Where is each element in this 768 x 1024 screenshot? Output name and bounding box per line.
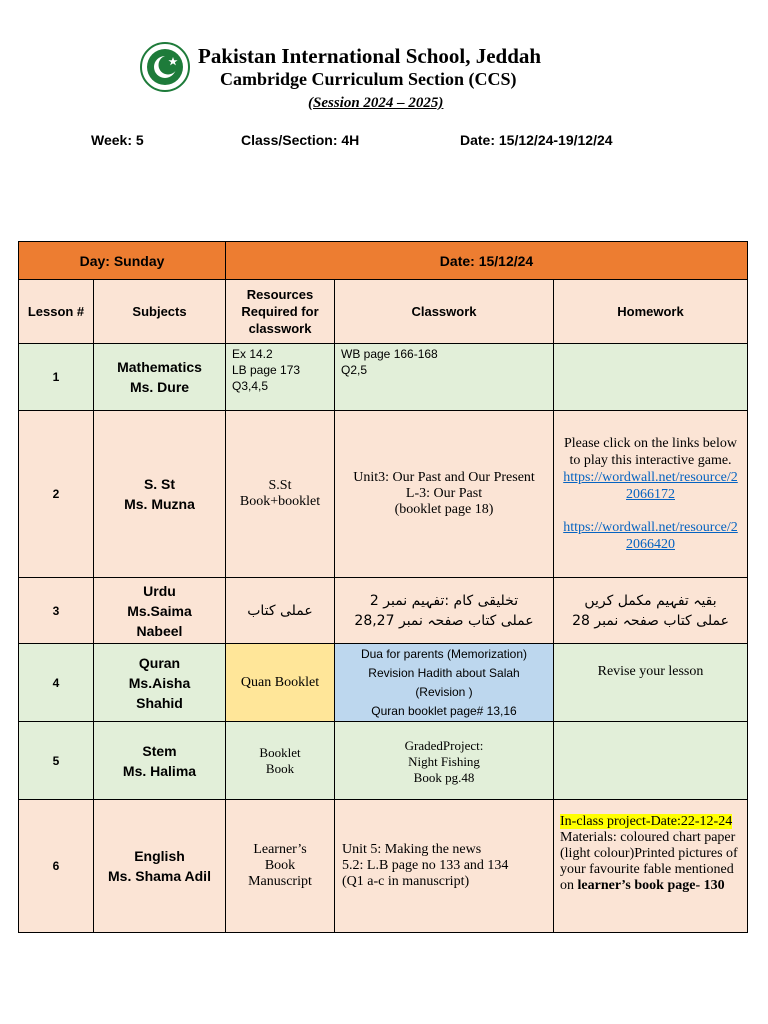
resources-cell — [226, 411, 335, 578]
classwork-line: 5.2: L.B page no 133 and 134 — [342, 858, 509, 873]
resource-line: Booklet — [259, 744, 301, 760]
resource-line: عملی کتاب — [247, 602, 313, 619]
wordwall-link-1[interactable]: https://wordwall.net/resource/22066172 — [563, 470, 738, 502]
resource-line: LB page 173 — [232, 363, 301, 377]
classwork-line: WB page 166-168 — [341, 347, 438, 361]
curriculum-section: Cambridge Curriculum Section (CCS) — [220, 69, 517, 89]
table-row — [19, 578, 748, 644]
teacher-name: Shahid — [136, 694, 183, 711]
classwork-line: Night Fishing — [408, 754, 480, 769]
resource-line: Book — [264, 858, 296, 873]
project-date-highlight: In-class project-Date:22-12-24 — [560, 814, 733, 829]
classwork-cell — [335, 344, 554, 411]
classwork-line: L-3: Our Past — [405, 486, 483, 501]
school-logo-icon — [140, 42, 190, 92]
wordwall-link-2[interactable]: https://wordwall.net/resource/22066420 — [563, 520, 738, 552]
classwork-line: GradedProject: — [404, 738, 484, 753]
table-row — [19, 344, 748, 411]
teacher-name: Ms.Saima — [127, 602, 192, 619]
homework-line: عملی کتاب صفحہ نمبر 28 — [572, 612, 729, 629]
subject-cell — [94, 644, 226, 722]
classwork-line: (Q1 a-c in manuscript) — [342, 874, 470, 889]
teacher-name: Ms. Muzna — [124, 496, 195, 512]
column-header: Subjects — [94, 280, 226, 344]
classwork-line: Unit3: Our Past and Our Present — [353, 470, 535, 485]
column-header: Classwork — [335, 280, 554, 344]
table-row — [19, 644, 748, 722]
resource-line: Learner’s — [253, 842, 307, 857]
homework-line: Revise your lesson — [597, 664, 704, 679]
school-name: Pakistan International School, Jeddah — [198, 44, 542, 68]
resource-line: Ex 14.2 — [232, 347, 273, 361]
subject-name: Quran — [138, 654, 181, 671]
teacher-name: Ms. Shama Adil — [108, 868, 211, 884]
resources-cell — [226, 722, 335, 800]
date-range-label: Date: 15/12/24-19/12/24 — [460, 132, 613, 148]
resource-line: Quan Booklet — [240, 674, 320, 690]
resource-line: Book+booklet — [239, 494, 321, 509]
homework-cell — [554, 411, 748, 578]
subject-cell — [94, 411, 226, 578]
teacher-name: Ms. Halima — [122, 762, 197, 779]
homework-materials: Materials: coloured chart paper (light colour)Printed pictures of your favourite fable mentioned on — [560, 830, 738, 893]
homework-line: بقیہ تفہیم مکمل کریں — [584, 592, 717, 609]
lesson-number: 1 — [19, 344, 94, 411]
subject-name: S. St — [143, 476, 176, 492]
classwork-line: (Revision ) — [415, 685, 473, 699]
lesson-number: 3 — [19, 578, 94, 644]
homework-cell — [554, 800, 748, 933]
teacher-name: Ms.Aisha — [128, 674, 191, 691]
homework-cell — [554, 578, 748, 644]
day-row — [19, 242, 748, 280]
class-section-label: Class/Section: 4H — [241, 132, 360, 148]
classwork-cell — [335, 722, 554, 800]
teacher-name: Nabeel — [136, 622, 183, 639]
table-row — [19, 411, 748, 578]
subject-name: Stem — [142, 742, 177, 759]
day-date-label: Date: 15/12/24 — [226, 242, 748, 280]
subject-cell — [94, 578, 226, 644]
classwork-line: تخلیقی کام :تفہیم نمبر 2 — [369, 592, 519, 609]
classwork-line: Book pg.48 — [413, 770, 475, 785]
resource-line: Q3,4,5 — [232, 379, 269, 393]
resources-cell — [226, 800, 335, 933]
resources-cell — [226, 644, 335, 722]
classwork-line: Dua for parents (Memorization) — [360, 647, 528, 661]
homework-cell — [554, 722, 748, 800]
session-label: (Session 2024 – 2025) — [308, 95, 444, 111]
classwork-line: Revision Hadith about Salah — [368, 666, 520, 680]
lesson-number: 4 — [19, 644, 94, 722]
subject-name: Mathematics — [117, 359, 202, 375]
lesson-plan-table — [18, 241, 748, 933]
resource-line: Manuscript — [248, 874, 312, 889]
column-header: Homework — [554, 280, 748, 344]
resources-cell — [226, 578, 335, 644]
classwork-line: Quran booklet page# 13,16 — [371, 704, 517, 718]
resource-line: S.St — [268, 478, 292, 493]
table-header-row — [19, 280, 748, 344]
homework-cell — [554, 344, 748, 411]
subject-name: Urdu — [143, 582, 176, 599]
subject-cell — [94, 722, 226, 800]
week-label: Week: 5 — [91, 132, 144, 148]
classwork-line: Unit 5: Making the news — [342, 842, 482, 857]
classwork-cell — [335, 644, 554, 722]
classwork-cell — [335, 578, 554, 644]
classwork-cell — [335, 411, 554, 578]
resource-line: Book — [265, 760, 295, 776]
homework-text: Please click on the links below to play this interactive game. — [563, 436, 738, 468]
subject-cell — [94, 344, 226, 411]
classwork-line: (booklet page 18) — [394, 502, 494, 517]
classwork-line: Q2,5 — [341, 363, 368, 377]
homework-book-page: learner’s book page- 130 — [577, 878, 725, 893]
day-label: Day: Sunday — [19, 242, 226, 280]
subject-name: English — [134, 848, 185, 864]
column-header: Resources Required for classwork — [226, 280, 335, 344]
lesson-number: 6 — [19, 800, 94, 933]
lesson-number: 2 — [19, 411, 94, 578]
subject-cell — [94, 800, 226, 933]
resources-cell — [226, 344, 335, 411]
classwork-cell — [335, 800, 554, 933]
homework-cell — [554, 644, 748, 722]
column-header: Lesson # — [19, 280, 94, 344]
table-row — [19, 722, 748, 800]
classwork-line: عملی کتاب صفحہ نمبر 28,27 — [354, 612, 534, 629]
table-row — [19, 800, 748, 933]
teacher-name: Ms. Dure — [129, 379, 190, 395]
lesson-number: 5 — [19, 722, 94, 800]
